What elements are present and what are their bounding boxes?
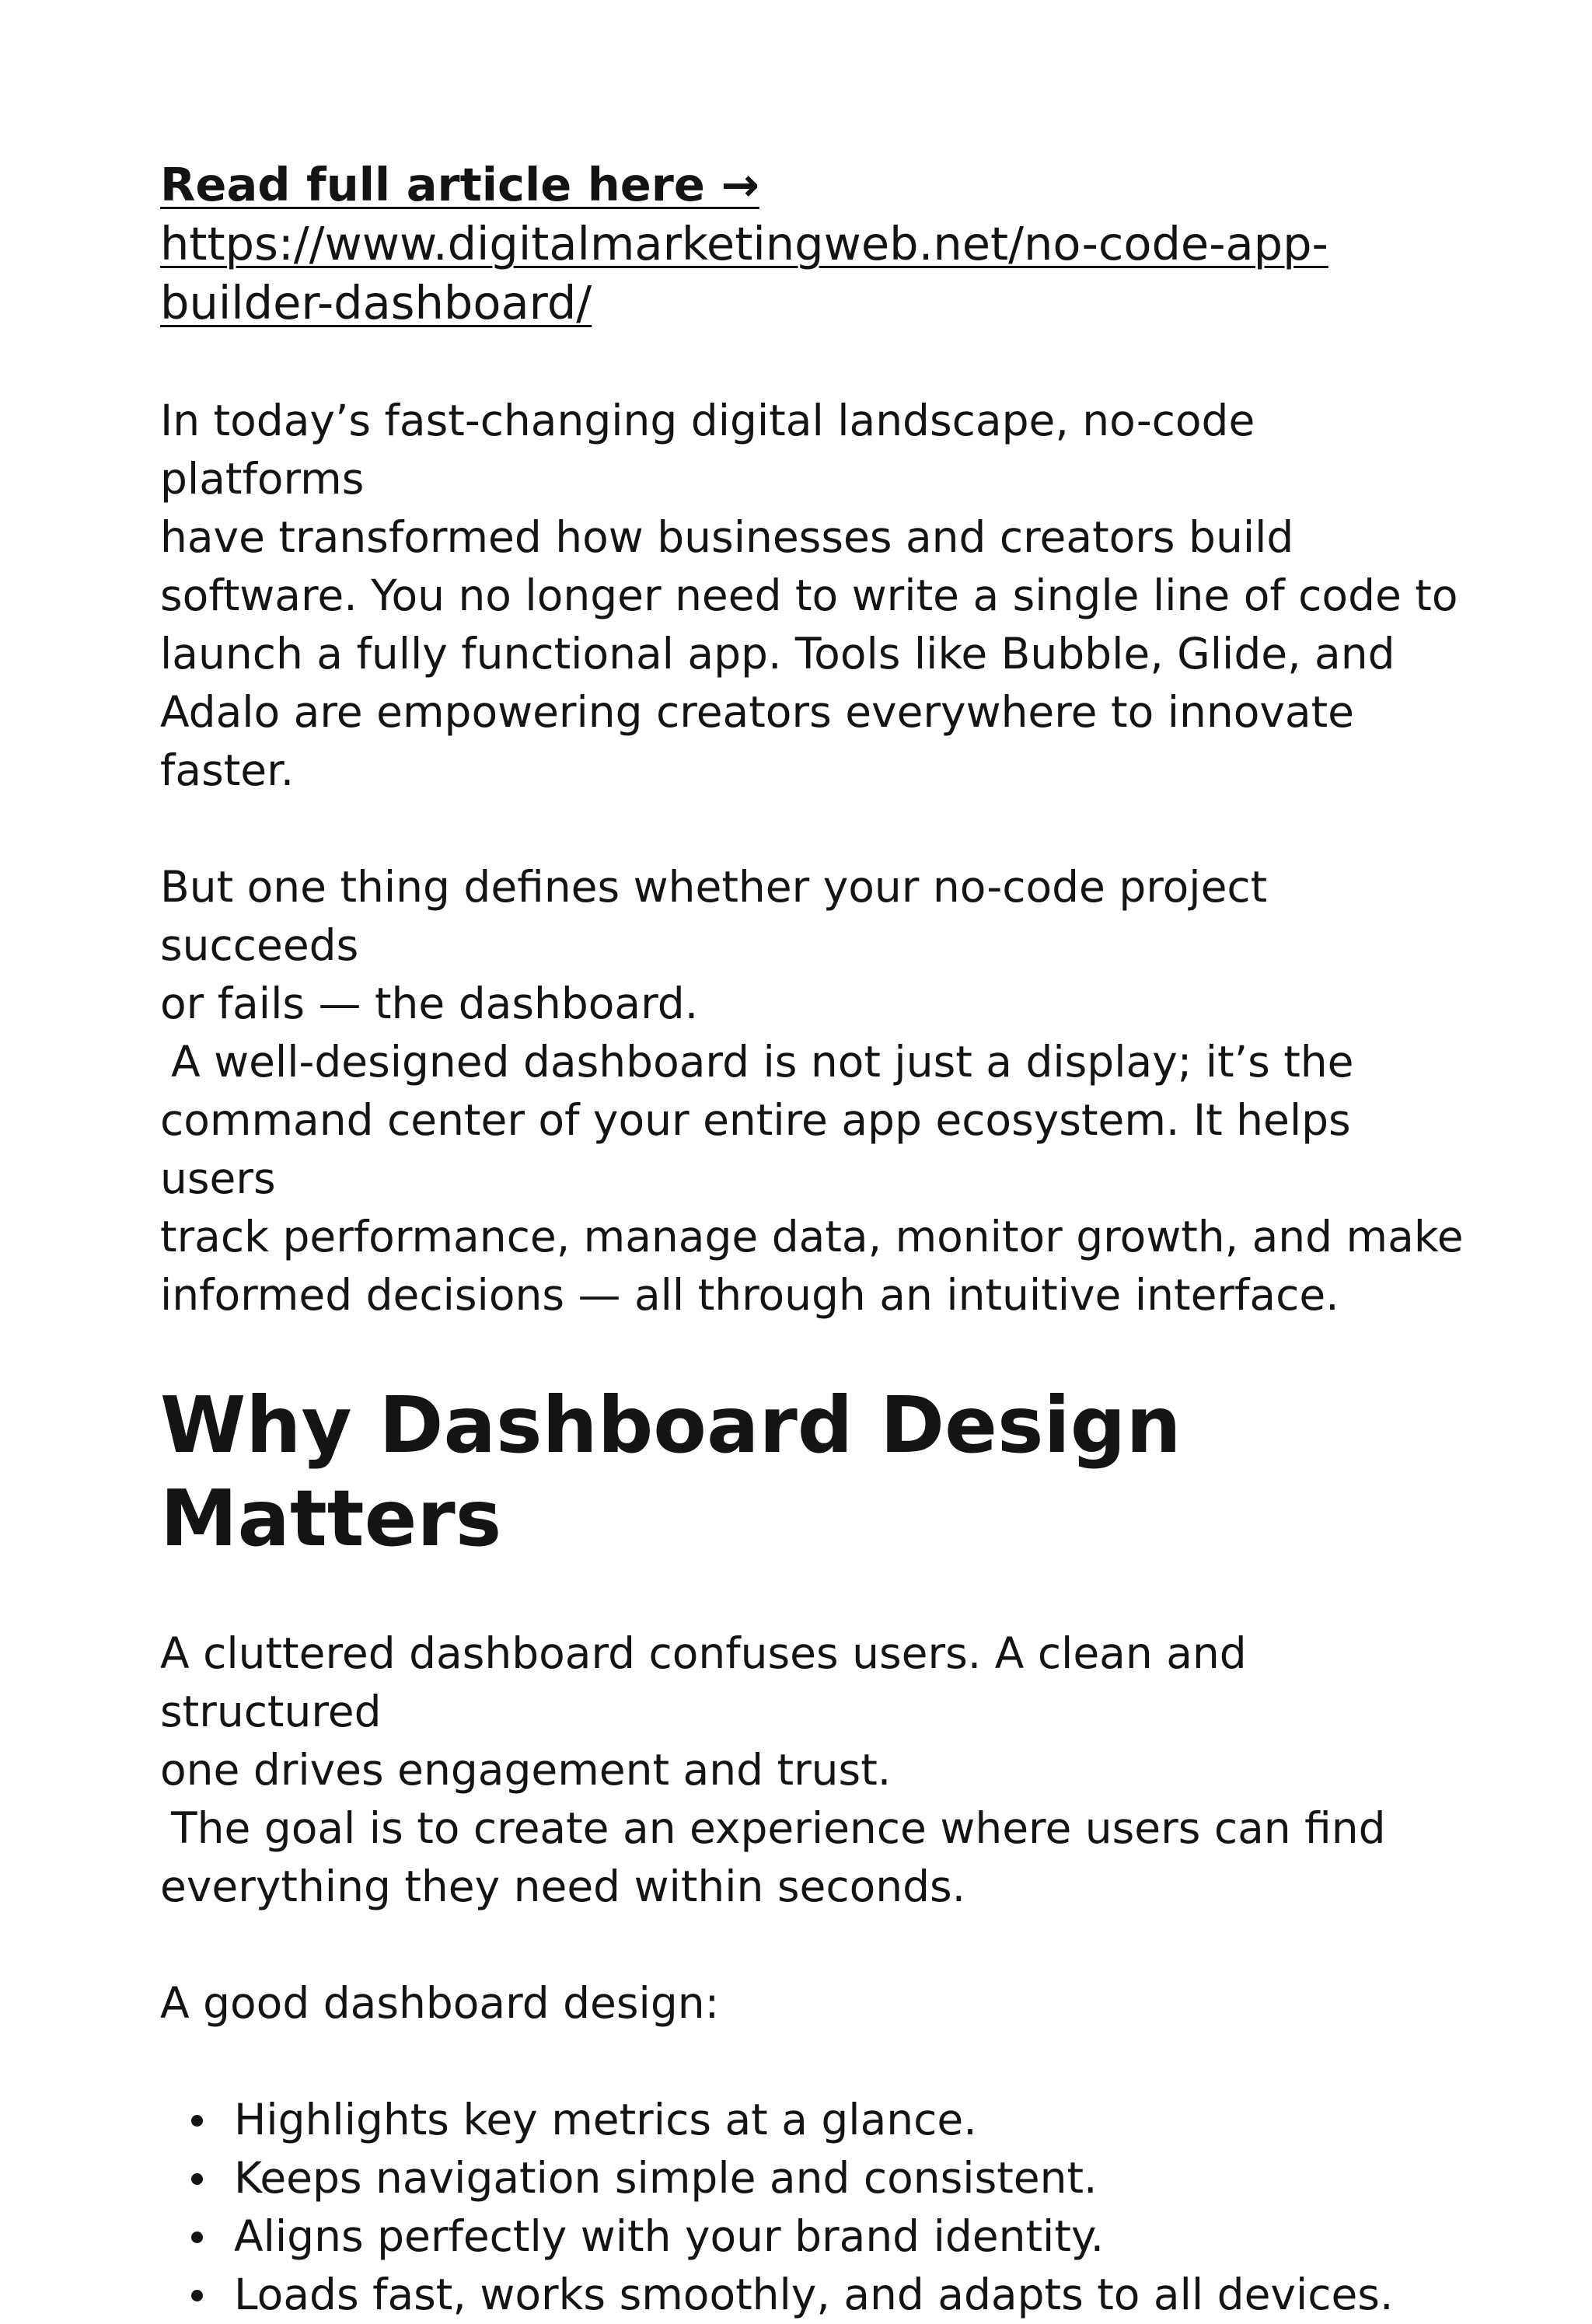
dashboard-importance-paragraph: [160, 858, 1466, 1324]
read-more-block: [160, 155, 1466, 333]
text-line: A cluttered dashboard confuses users. A clean and structured: [160, 1628, 1247, 1736]
text-line: one drives engagement and trust.: [160, 1745, 892, 1795]
bullet-icon: [191, 2115, 203, 2127]
text-line: faster.: [160, 745, 295, 795]
text-line: The goal is to create an experience where users can find: [171, 1803, 1386, 1853]
section-paragraph: [160, 1624, 1466, 1916]
list-item: [160, 2266, 1466, 2324]
text-line: everything they need within seconds.: [160, 1862, 966, 1911]
list-item: [160, 2091, 1466, 2149]
list-intro: A good dashboard design:: [160, 1978, 720, 2028]
text-line: track performance, manage data, monitor growth, and make: [160, 1212, 1464, 1261]
list-item-text: Highlights key metrics at a glance.: [234, 2095, 977, 2144]
text-line: A well-designed dashboard is not just a display; it’s the: [171, 1037, 1354, 1087]
list-item: [160, 2207, 1466, 2266]
read-more-label: Read full article here →: [160, 158, 759, 211]
text-line: In today’s fast-changing digital landscape, no-code platforms: [160, 396, 1255, 504]
list-item-text: Aligns perfectly with your brand identity.: [234, 2211, 1105, 2261]
section-heading: Why Dashboard Design Matters: [160, 1380, 1182, 1564]
article-link[interactable]: https://www.digitalmarketingweb.net/no-code-app-builder-dashboard/: [160, 217, 1328, 330]
intro-paragraph: [160, 392, 1466, 800]
text-line: But one thing defines whether your no-code project succeeds: [160, 862, 1268, 970]
text-line: command center of your entire app ecosystem. It helps users: [160, 1095, 1351, 1203]
text-line: launch a fully functional app. Tools like Bubble, Glide, and: [160, 629, 1395, 679]
list-item-text: Keeps navigation simple and consistent.: [234, 2153, 1098, 2203]
text-line: software. You no longer need to write a single line of code to: [160, 571, 1458, 620]
text-line: have transformed how businesses and creators build: [160, 512, 1294, 562]
text-line: or fails — the dashboard.: [160, 979, 699, 1028]
text-line: informed decisions — all through an intuitive interface.: [160, 1270, 1339, 1320]
list-item: [160, 2149, 1466, 2207]
bullet-icon: [191, 2232, 203, 2243]
text-line: Adalo are empowering creators everywhere to innovate: [160, 687, 1354, 737]
bullet-icon: [191, 2290, 203, 2301]
bullet-list: [160, 2091, 1466, 2324]
article-page: [160, 155, 1466, 2324]
list-item-text: Loads fast, works smoothly, and adapts to all devices.: [234, 2270, 1394, 2319]
bullet-icon: [191, 2173, 203, 2185]
